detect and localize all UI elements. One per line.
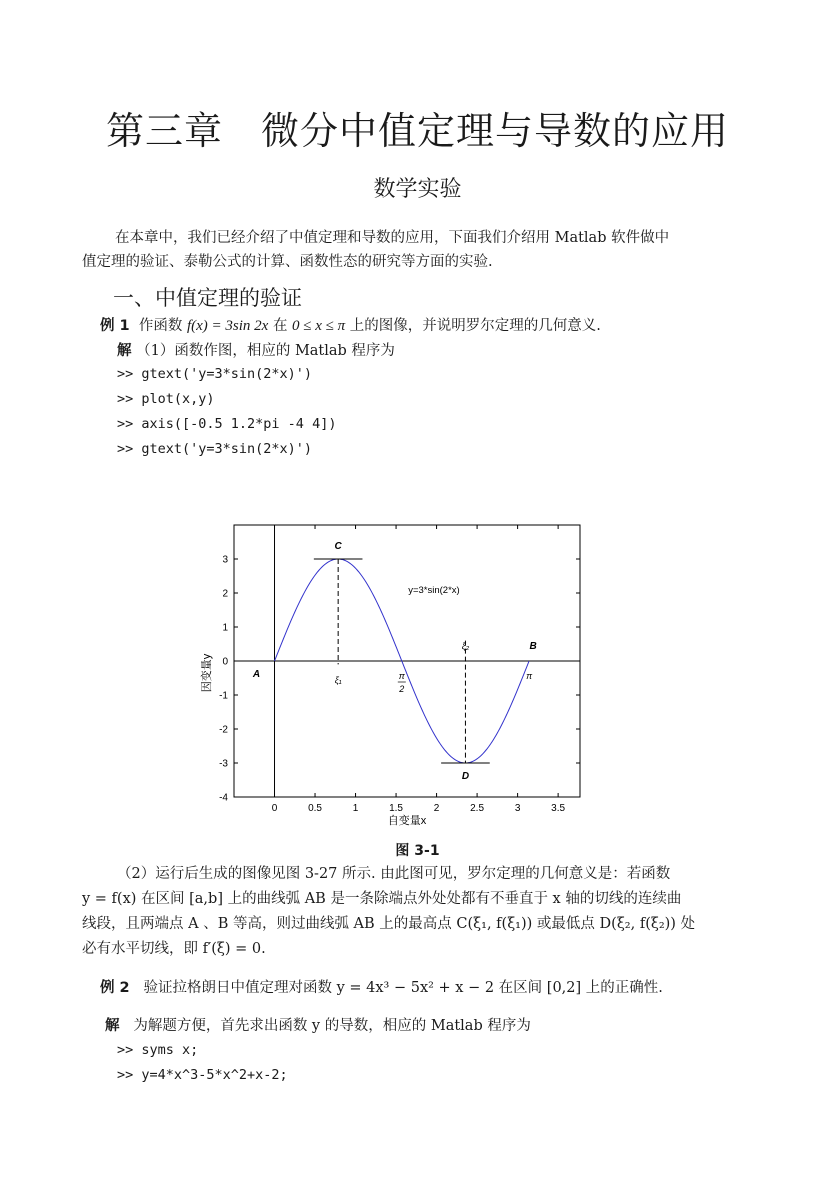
example-2 [100, 976, 663, 1000]
x-tick-label: 2 [433, 803, 440, 814]
half-pi-numerator: π [398, 671, 405, 681]
example-1-range: 0 ≤ x ≤ π [292, 318, 346, 334]
code-line: >> plot(x,y) [117, 391, 215, 407]
chapter-title [0, 100, 835, 155]
figure-caption: 图 3-1 [395, 843, 440, 859]
code-line: >> axis([-0.5 1.2*pi -4 4]) [117, 416, 337, 432]
y-tick-label: 2 [222, 588, 228, 600]
x-tick-label: 0 [271, 803, 278, 814]
y-tick-label: -3 [219, 758, 228, 770]
x-axis-label: 自变量x [387, 815, 427, 827]
solution-1-label: 解 [117, 343, 132, 359]
curve-label: y=3*sin(2*x) [408, 585, 460, 596]
example-1-pre: 作函数 [138, 318, 183, 334]
xi2-label: ξ₂ [461, 641, 470, 651]
solution-2-label: 解 [105, 1018, 120, 1034]
code-line: >> gtext('y=3*sin(2*x)') [117, 366, 313, 382]
para-2-line-4: 必有水平切线，即 f′(ξ) = 0. [82, 941, 266, 957]
para-2-line-1: （2）运行后生成的图像见图 3-27 所示. 由此图可见，罗尔定理的几何意义是：若函数 [117, 866, 671, 882]
point-label-a: A [252, 669, 261, 680]
x-tick-label: 3.5 [551, 803, 566, 814]
y-tick-label: 0 [222, 656, 228, 668]
code-line: >> gtext('y=3*sin(2*x)') [117, 441, 313, 457]
x-tick-label: 1.5 [389, 803, 404, 814]
y-tick-label: -2 [219, 724, 228, 736]
point-label-d: D [461, 771, 470, 782]
xi1-label: ξ₁ [334, 675, 342, 685]
example-2-label: 例 2 [100, 980, 130, 996]
example-1 [100, 314, 601, 338]
example-1-mid: 在 [272, 318, 288, 334]
intro-line-2: 值定理的验证、泰勒公式的计算、函数性态的研究等方面的实验. [82, 254, 493, 270]
y-axis-label: 因变量y [201, 653, 213, 693]
chapter-number: 第三章 [105, 109, 223, 153]
section-subtitle: 数学实验 [373, 177, 462, 202]
point-label-b: B [529, 641, 537, 652]
y-tick-label: -1 [219, 690, 228, 702]
solution-1-text: （1）函数作图，相应的 Matlab 程序为 [136, 343, 395, 359]
chapter-name: 微分中值定理与导数的应用 [261, 109, 730, 153]
half-pi-denominator: 2 [399, 684, 405, 694]
plot-area [199, 525, 580, 827]
example-1-formula: f(x) = 3sin 2x [186, 318, 269, 334]
x-tick-label: 2.5 [470, 803, 485, 814]
y-tick-label: 3 [222, 554, 228, 566]
solution-1 [117, 339, 395, 363]
intro-line-1: 在本章中，我们已经介绍了中值定理和导数的应用，下面我们介绍用 Matlab 软件做中 [115, 230, 670, 246]
x-tick-label: 3 [514, 803, 521, 814]
y-tick-label: -4 [219, 792, 228, 804]
example-2-text: 验证拉格朗日中值定理对函数 y = 4x³ − 5x² + x − 2 在区间 [0,2] 上的正确性. [143, 980, 663, 996]
example-1-label: 例 1 [100, 318, 130, 334]
rolle-figure [190, 515, 610, 835]
pi-label: π [526, 671, 533, 681]
solution-2 [105, 1014, 531, 1038]
para-2-line-2: y = f(x) 在区间 [a,b] 上的曲线弧 AB 是一条除端点外处处都有不垂直于 x 轴的切线的连续曲 [82, 891, 682, 907]
x-tick-label: 0.5 [308, 803, 322, 814]
x-tick-label: 1 [352, 803, 359, 814]
point-label-c: C [334, 541, 342, 552]
y-tick-label: 1 [222, 622, 228, 634]
code-line: >> syms x; [117, 1042, 199, 1058]
solution-2-text: 为解题方便，首先求出函数 y 的导数，相应的 Matlab 程序为 [133, 1018, 531, 1034]
example-1-post: 上的图像，并说明罗尔定理的几何意义. [349, 318, 601, 334]
para-2-line-3: 线段，且两端点 A 、B 等高，则过曲线弧 AB 上的最高点 C(ξ₁, f(ξ₁)) 或最低点 D(ξ₂, f(ξ₂)) 处 [82, 916, 696, 932]
code-line: >> y=4*x^3-5*x^2+x-2; [117, 1067, 288, 1083]
section-heading: 一、中值定理的验证 [113, 286, 302, 310]
